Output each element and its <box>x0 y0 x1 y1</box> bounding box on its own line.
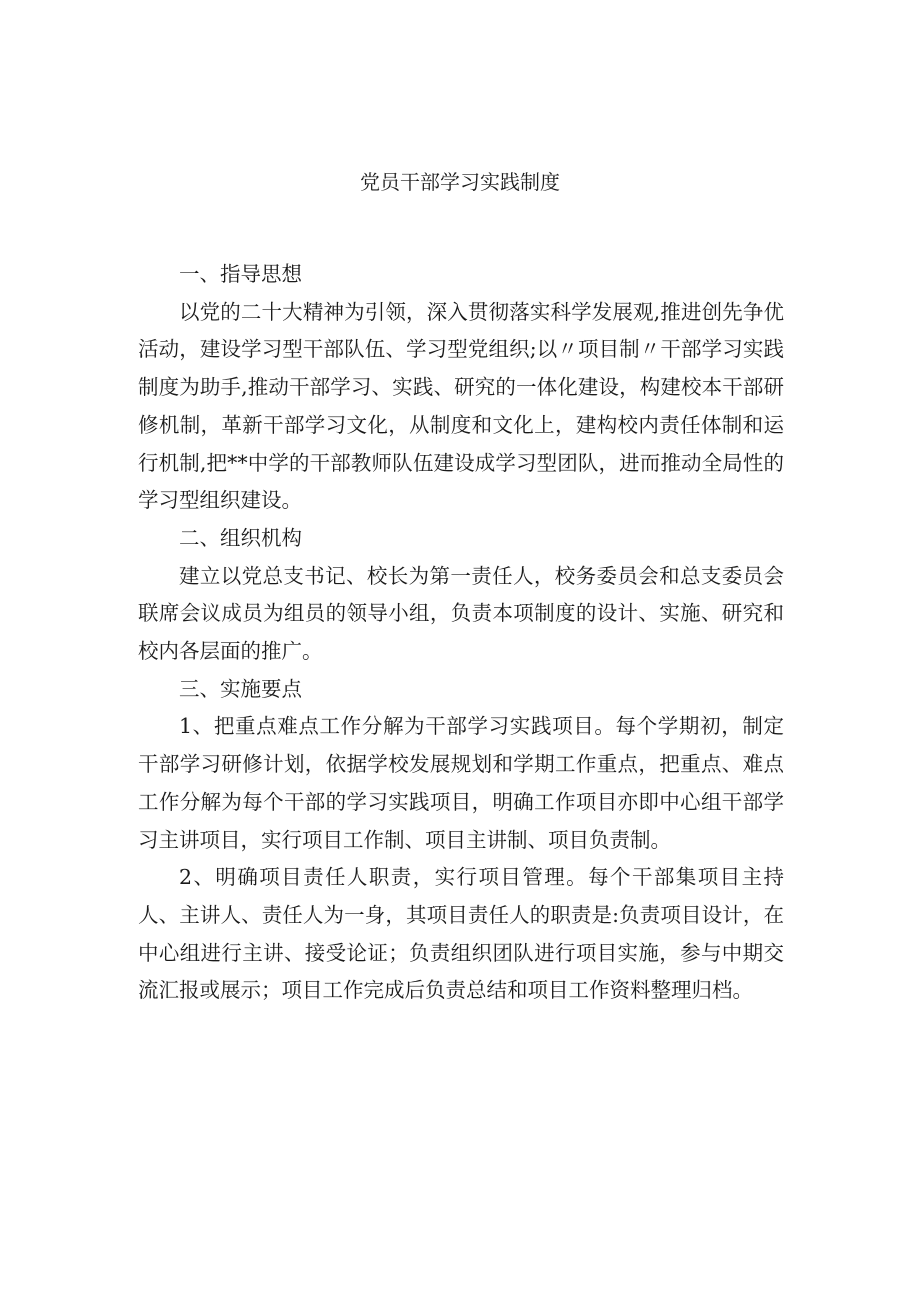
paragraph-organization: 建立以党总支书记、校长为第一责任人，校务委员会和总支委员会联席会议成员为组员的领导小组，负责本项制度的设计、实施、研究和校内各层面的推广。 <box>138 563 784 664</box>
section-heading-implementation: 三、实施要点 <box>179 676 302 701</box>
document-body <box>138 256 784 1010</box>
section-heading-organization: 二、组织机构 <box>179 525 302 550</box>
paragraph-implementation-point-1: 1、把重点难点工作分解为干部学习实践项目。每个学期初，制定干部学习研修计划，依据学校发展规划和学期工作重点，把重点、难点工作分解为每个干部的学习实践项目，明确工作项目亦即中心组干部学习主讲项目，实行项目工作制、项目主讲制、项目负责制。 <box>138 714 784 852</box>
document-title: 党员干部学习实践制度 <box>360 170 560 194</box>
section-heading-guiding-ideology: 一、指导思想 <box>179 262 302 286</box>
paragraph-guiding-ideology: 以党的二十大精神为引领，深入贯彻落实科学发展观,推进创先争优活动，建设学习型干部队伍、学习型党组织;以〃项目制〃干部学习实践制度为助手,推动干部学习、实践、研究的一体化建设，构建校本干部研修机制，革新干部学习文化，从制度和文化上，建构校内责任体制和运行机制,把**中学的干部教师队伍建设成学习型团队，进而推动全局性的学习型组织建设。 <box>138 299 784 513</box>
paragraph-implementation-point-2: 2、明确项目责任人职责，实行项目管理。每个干部集项目主持人、主讲人、责任人为一身，其项目责任人的职责是:负责项目设计，在中心组进行主讲、接受论证；负责组织团队进行项目实施，参与中期交流汇报或展示；项目工作完成后负责总结和项目工作资料整理归档。 <box>138 865 784 1003</box>
